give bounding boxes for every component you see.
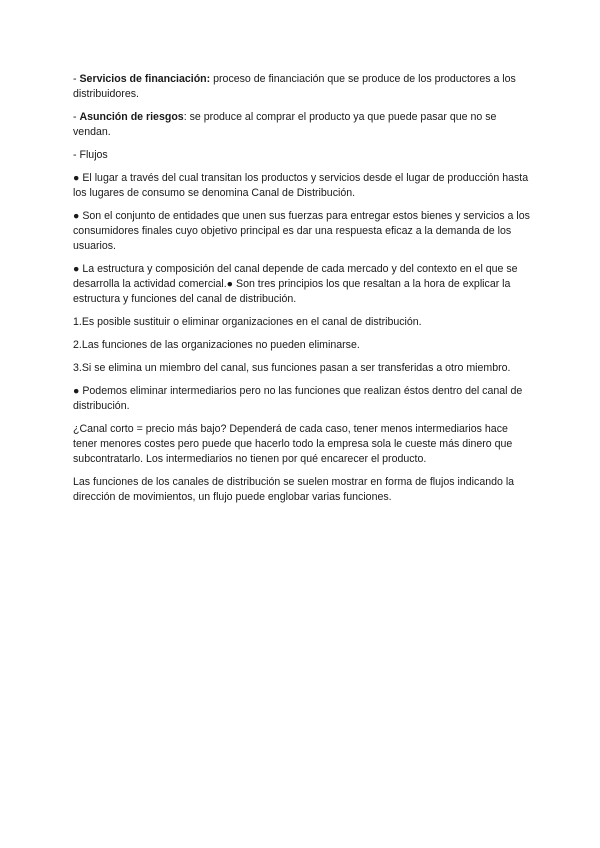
paragraph-text: proceso de financiación que se produce de los productores a los distribuidores. [73, 73, 516, 100]
bullet-estructura: ● La estructura y composición del canal depende de cada mercado y del contexto en el que se desarrolla la actividad comercial.● Son tres principios los que resaltan a la hora de explicar la estructura y funciones del canal de distribución. [73, 263, 518, 305]
principle-3: 3.Si se elimina un miembro del canal, sus funciones pasan a ser transferidas a otro miembro. [73, 362, 511, 374]
term-servicios-financiacion: Servicios de financiación: [79, 73, 211, 85]
paragraph-funciones-flujos: Las funciones de los canales de distribución se suelen mostrar en forma de flujos indicando la dirección de movimientos, un flujo puede englobar varias funciones. [73, 476, 515, 503]
term-asuncion-riesgos: Asunción de riesgos [79, 111, 184, 123]
bullet-entidades: ● Son el conjunto de entidades que unen sus fuerzas para entregar estos bienes y servicios a los consumidores finales cuyo objetivo principal es dar una respuesta eficaz a la demanda de los usuarios. [73, 210, 530, 252]
bullet-canal-definicion: ● El lugar a través del cual transitan los productos y servicios desde el lugar de producción hasta los lugares de consumo se denomina Canal de Distribución. [73, 172, 529, 199]
paragraph-prefix: - [73, 73, 80, 85]
paragraph-asuncion-riesgos [73, 110, 531, 140]
paragraph-flujos: - Flujos [73, 149, 108, 161]
document-page [73, 72, 531, 513]
bullet-intermediarios: ● Podemos eliminar intermediarios pero no las funciones que realizan éstos dentro del canal de distribución. [73, 385, 523, 412]
principle-1: 1.Es posible sustituir o eliminar organizaciones en el canal de distribución. [73, 316, 422, 328]
paragraph-servicios-financiacion [73, 72, 531, 102]
paragraph-prefix: - [73, 111, 80, 123]
principle-2: 2.Las funciones de las organizaciones no pueden eliminarse. [73, 339, 360, 351]
paragraph-canal-corto: ¿Canal corto = precio más bajo? Dependerá de cada caso, tener menos intermediarios hace tener menores costes pero puede que hacerlo todo la empresa sola le cueste más dinero que subcontratarlo. Los intermediarios no tienen por qué encarecer el producto. [73, 423, 513, 465]
paragraph-text: : se produce al comprar el producto ya que puede pasar que no se vendan. [73, 111, 497, 138]
